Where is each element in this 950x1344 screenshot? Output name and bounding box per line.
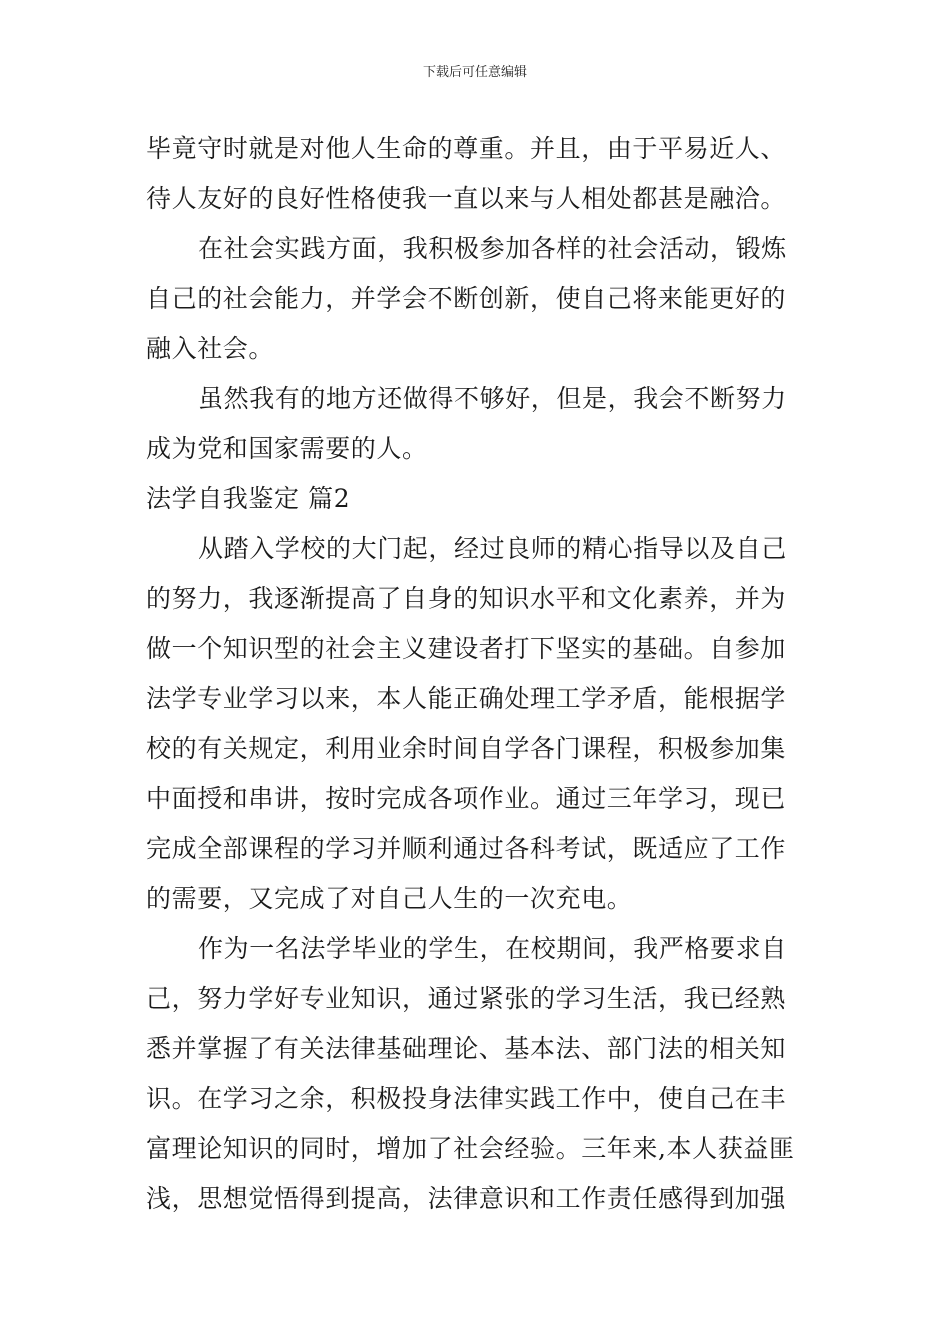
section-heading: 法学自我鉴定 篇2	[146, 484, 351, 513]
text-line: 己，努力学好专业知识，通过紧张的学习生活，我已经熟	[146, 984, 787, 1013]
text-line: 浅，思想觉悟得到提高，法律意识和工作责任感得到加强	[146, 1184, 787, 1213]
text-line: 富理论知识的同时，增加了社会经验。三年来,本人获益匪	[146, 1134, 795, 1163]
text-line: 待人友好的良好性格使我一直以来与人相处都甚是融洽。	[146, 184, 787, 213]
text-line: 成为党和国家需要的人。	[146, 434, 428, 463]
text-line: 校的有关规定，利用业余时间自学各门课程，积极参加集	[146, 734, 787, 763]
text-line: 识。在学习之余，积极投身法律实践工作中，使自己在丰	[146, 1084, 787, 1113]
paragraph-start-line: 在社会实践方面，我积极参加各样的社会活动，锻炼	[198, 234, 787, 263]
text-line: 融入社会。	[146, 334, 275, 363]
text-line: 的需要，又完成了对自己人生的一次充电。	[146, 884, 633, 913]
paragraph-start-line: 作为一名法学毕业的学生，在校期间，我严格要求自	[198, 934, 787, 963]
paragraph-start-line: 从踏入学校的大门起，经过良师的精心指导以及自己	[198, 534, 787, 563]
text-line: 法学专业学习以来，本人能正确处理工学矛盾，能根据学	[146, 684, 787, 713]
text-line: 毕竟守时就是对他人生命的尊重。并且，由于平易近人、	[146, 134, 787, 163]
paragraph-start-line: 虽然我有的地方还做得不够好，但是，我会不断努力	[198, 384, 787, 413]
page-header: 下载后可任意编辑	[422, 65, 527, 80]
text-line: 悉并掌握了有关法律基础理论、基本法、部门法的相关知	[146, 1034, 787, 1063]
text-line: 自己的社会能力，并学会不断创新，使自己将来能更好的	[146, 284, 787, 313]
text-line: 做一个知识型的社会主义建设者打下坚实的基础。自参加	[146, 634, 787, 663]
text-line: 的努力，我逐渐提高了自身的知识水平和文化素养，并为	[146, 584, 787, 613]
text-line: 完成全部课程的学习并顺利通过各科考试，既适应了工作	[146, 834, 787, 863]
text-line: 中面授和串讲，按时完成各项作业。通过三年学习，现已	[146, 784, 787, 813]
document-body	[146, 124, 814, 1224]
